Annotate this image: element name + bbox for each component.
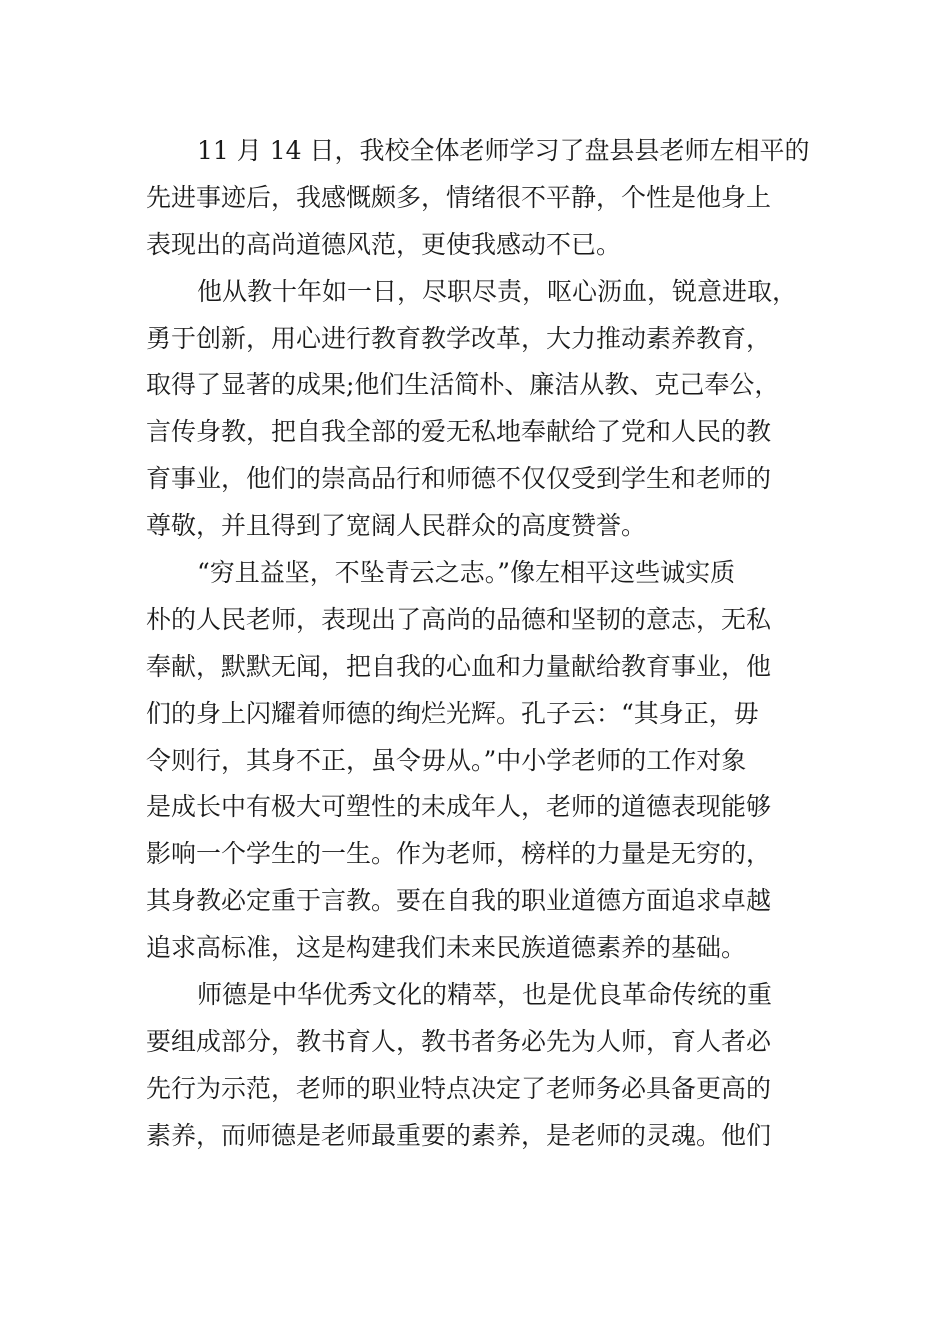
- paragraph-first-line: 11 月 14 日，我校全体老师学习了盘县县老师左相平的: [197, 136, 810, 165]
- text-line: 奉献，默默无闻，把自我的心血和力量献给教育事业，他: [146, 651, 772, 681]
- text-line: 取得了显著的成果;他们生活简朴、廉洁从教、克己奉公，: [146, 370, 780, 400]
- text-line: 尊敬，并且得到了宽阔人民群众的高度赞誉。: [146, 511, 647, 541]
- text-line: 们的身上闪耀着师德的绚烂光辉。孔子云：“其身正，毋: [146, 698, 759, 728]
- paragraph-first-line: 他从教十年如一日，尽职尽责，呕心沥血，锐意进取，: [197, 276, 798, 306]
- text-line: 表现出的高尚道德风范，更使我感动不已。: [146, 229, 622, 259]
- text-line: 素养，而师德是老师最重要的素养，是老师的灵魂。他们: [146, 1120, 772, 1150]
- body-text: [146, 128, 826, 1160]
- text-line: 勇于创新，用心进行教育教学改革，大力推动素养教育，: [146, 323, 772, 353]
- paragraph-first-line: 师德是中华优秀文化的精萃，也是优良革命传统的重: [197, 980, 773, 1010]
- paragraph-first-line: “穷且益坚，不坠青云之志。”像左相平这些诚实质: [197, 558, 736, 588]
- text-line: 影响一个学生的一生。作为老师，榜样的力量是无穷的，: [146, 839, 772, 869]
- text-line: 追求高标准，这是构建我们未来民族道德素养的基础。: [146, 933, 747, 963]
- text-line: 朴的人民老师，表现出了高尚的品德和坚韧的意志，无私: [146, 604, 772, 634]
- text-line: 要组成部分，教书育人，教书者务必先为人师，育人者必: [146, 1026, 772, 1056]
- text-line: 令则行，其身不正，虽令毋从。”中小学老师的工作对象: [146, 745, 747, 775]
- text-line: 是成长中有极大可塑性的未成年人，老师的道德表现能够: [146, 792, 772, 822]
- text-line: 其身教必定重于言教。要在自我的职业道德方面追求卓越: [146, 886, 772, 916]
- text-line: 先进事迹后，我感慨颇多，情绪很不平静，个性是他身上: [146, 182, 772, 212]
- text-line: 育事业，他们的崇高品行和师德不仅仅受到学生和老师的: [146, 464, 772, 494]
- text-line: 言传身教，把自我全部的爱无私地奉献给了党和人民的教: [146, 417, 772, 447]
- text-line: 先行为示范，老师的职业特点决定了老师务必具备更高的: [146, 1073, 772, 1103]
